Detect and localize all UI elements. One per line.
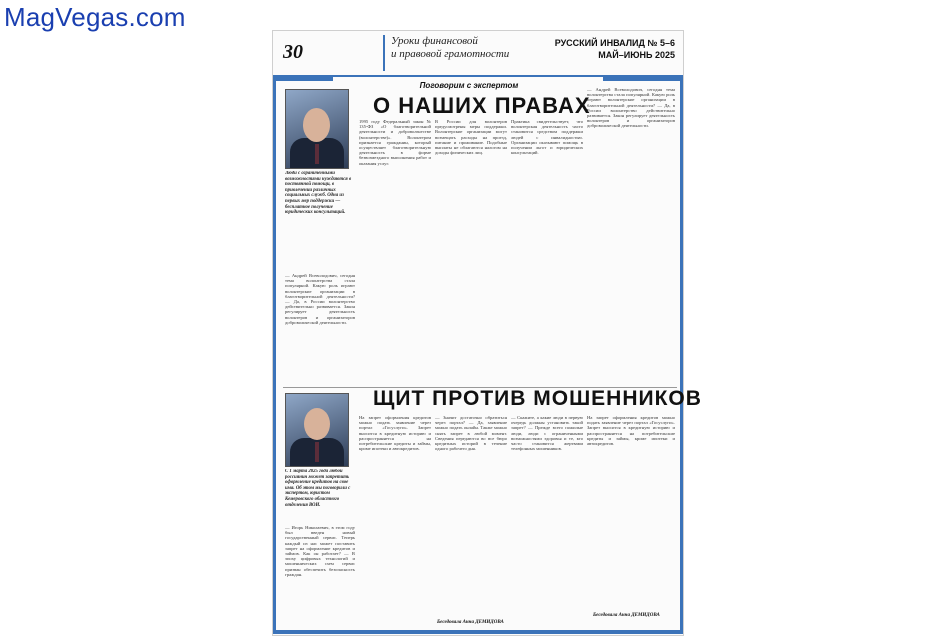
article1-photo-face [303, 108, 330, 142]
page-number: 30 [283, 41, 303, 63]
article2-signature: Беседовала Анна ДЕМИДОВА [437, 620, 504, 625]
article1-column-3: В России для волонтеров предусмотрены меры поддержки. Волонтерские организации могут возмещать расходы на проезд, питание и проживание. Подобные выплаты не облагаются налогом на доходы физических лиц. [435, 119, 507, 156]
header-divider [383, 35, 385, 71]
article2-photo [285, 393, 349, 467]
page-header [273, 31, 683, 77]
frame-bottom [273, 630, 683, 634]
article1-column-5: — Андрей Всеволодович, сегодня тема волонтерства стала популярной. Какую роль играют волонтерские организации в благотворительной деятельности? — Да, в России волонтерство действительно развивается. Закон регулирует деятельность волонтеров и организаторов добровольческой деятельности. [587, 87, 675, 129]
article1-photo [285, 89, 349, 169]
article1-photo-tie [315, 144, 319, 164]
article2-column-4: — Скажите, а какие люди в первую очередь должны установить такой запрет? — Прежде всего пожилые люди, люди с ограниченными возможностями здоровья и те, кто часто становится жертвами телефонных мошенников. [511, 415, 583, 452]
article1-column-4: Практика свидетельствует, что волонтерская деятельность часто становится средством поддержки людей с инвалидностью. Организации оказывают помощь в получении льгот и юридических консультаций. [511, 119, 583, 156]
newspaper-page [272, 30, 702, 636]
frame-left-bar [273, 77, 276, 630]
watermark: MagVegas.com [4, 2, 186, 32]
frame-top-right [603, 77, 683, 81]
frame-right-bar [680, 77, 683, 630]
article2-column-5: На запрет оформления кредитов можно подать заявление через портал «Госуслуги». Запрет вносится в кредитную историю и распространяется на потребительские кредиты и займы, кроме ипотеки и автокредитов. [587, 415, 675, 447]
article1-rubric: Поговорим с экспертом [419, 81, 519, 90]
article2-column-1: — Игорь Николаевич, в этом году был введен новый государственный сервис. Теперь каждый из нас может поставить запрет на оформление кредитов и займов. Как он работает? — В эпоху цифровых технологий и мошеннических схем сервис призван обеспечить безопасность граждан. [285, 525, 355, 577]
article2-column-2: На запрет оформления кредитов можно подать заявление через портал «Госуслуги». Запрет вносится в кредитную историю и распространяется на потребительские кредиты и займы, кроме ипотеки и автокредитов. [359, 415, 431, 452]
section-title-line2: и правовой грамотности [391, 48, 510, 60]
magazine-name: РУССКИЙ ИНВАЛИД № 5–6 [554, 38, 675, 48]
article2-photo-caption: С 1 марта 2025 года любой россиянин может запретить оформление кредитов на свое имя. Об этом мы поговорили с экспертом, юристом Кемеровского областного отделения ВОИ. [285, 469, 351, 508]
article1-photo-caption: Люди с ограниченными возможностями нуждаются в постоянной помощи, в привлечении различных социальных служб. Одна из первых мер поддержки — бесплатное получение юридических консультаций. [285, 171, 352, 216]
article2-photo-tie [315, 442, 319, 462]
article2-column-3: — Значит достаточно обратиться через портал? — Да, заявление можно подать онлайн. Также можно снять запрет в любой момент. Сведения передаются во все бюро кредитных историй в течение одного рабочего дня. [435, 415, 507, 452]
issue-info [555, 37, 675, 61]
article1-title: О НАШИХ ПРАВАХ [373, 93, 591, 118]
article1-column-2: 1995 году Федеральный закон № 135-ФЗ «О благотворительной деятельности и добровольчестве (волонтерстве)». Волонтером признается гражданин, который осуществляет благотворительную деятельность в форме безвозмездного выполнения работ и оказания услуг. [359, 119, 431, 166]
issue-date: МАЙ–ИЮНЬ 2025 [598, 50, 675, 60]
article2-photo-face [304, 408, 330, 440]
article2-signature-right: Беседовала Анна ДЕМИДОВА [593, 613, 660, 618]
article2-title: ЩИТ ПРОТИВ МОШЕННИКОВ [373, 387, 702, 410]
section-title-line1: Уроки финансовой [391, 35, 478, 47]
article1-column-1: — Андрей Всеволодович, сегодня тема волонтерства стала популярной. Какую роль играют волонтерские организации в благотворительной деятельности? — Да, в России волонтерство действительно развивается. Закон регулирует деятельность волонтеров и организаторов добровольческой деятельности. [285, 273, 355, 325]
section-title [391, 35, 509, 61]
frame-top-left [273, 77, 333, 81]
